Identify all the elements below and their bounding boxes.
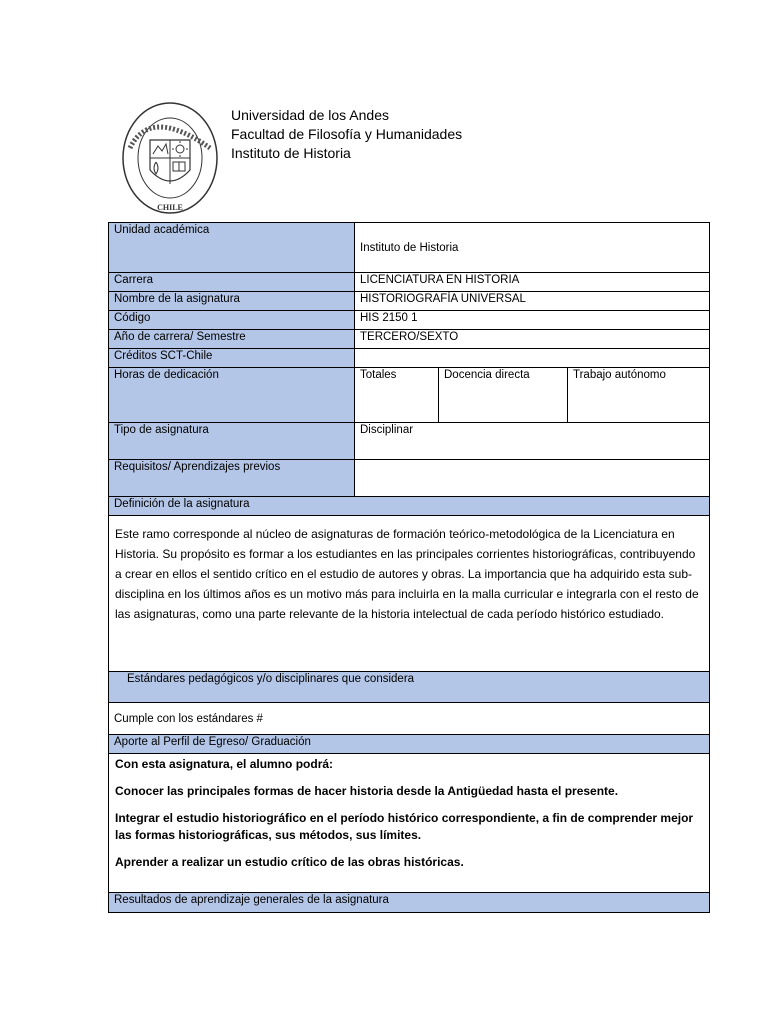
codigo-label: Código xyxy=(109,311,355,330)
tipo-label: Tipo de asignatura xyxy=(109,423,355,460)
horas-docencia: Docencia directa xyxy=(439,368,568,423)
university-seal xyxy=(120,100,220,220)
requisitos-label: Requisitos/ Aprendizajes previos xyxy=(109,460,355,497)
resultados-title: Resultados de aprendizaje generales de la asignatura xyxy=(109,893,710,913)
unidad-value: Instituto de Historia xyxy=(355,223,710,273)
aporte-title: Aporte al Perfil de Egreso/ Graduación xyxy=(109,735,710,754)
faculty-name: Facultad de Filosofía y Humanidades xyxy=(231,126,463,142)
horas-label: Horas de dedicación xyxy=(109,368,355,423)
aporte-intro: Con esta asignatura, el alumno podrá: xyxy=(115,757,334,771)
horas-trabajo: Trabajo autónomo xyxy=(568,368,710,423)
tipo-value: Disciplinar xyxy=(355,423,710,460)
nombre-label: Nombre de la asignatura xyxy=(109,292,355,311)
estandares-title: Estándares pedagógicos y/o disciplinares que considera xyxy=(109,672,710,703)
course-form-table xyxy=(108,222,710,913)
institute-name: Instituto de Historia xyxy=(231,145,351,161)
svg-text:CHILE: CHILE xyxy=(157,203,183,212)
aporte-objetivo-2: Integrar el estudio historiográfico en el período histórico correspondiente, a fin de comprender mejor las formas historiográficas, sus métodos, sus límites. xyxy=(115,811,694,842)
anio-label: Año de carrera/ Semestre xyxy=(109,330,355,349)
nombre-value: HISTORIOGRAFÍA UNIVERSAL xyxy=(355,292,710,311)
university-name: Universidad de los Andes xyxy=(231,107,389,123)
carrera-value: LICENCIATURA EN HISTORIA xyxy=(355,273,710,292)
anio-value: TERCERO/SEXTO xyxy=(355,330,710,349)
unidad-label: Unidad académica xyxy=(109,223,355,273)
cumple-estandares: Cumple con los estándares # xyxy=(109,703,710,735)
carrera-label: Carrera xyxy=(109,273,355,292)
horas-totales: Totales xyxy=(355,368,439,423)
creditos-value xyxy=(355,349,710,368)
institution-header xyxy=(231,106,462,163)
creditos-label: Créditos SCT-Chile xyxy=(109,349,355,368)
aporte-objetivo-3: Aprender a realizar un estudio crítico de las obras históricas. xyxy=(115,855,464,869)
aporte-content xyxy=(109,754,710,893)
requisitos-value xyxy=(355,460,710,497)
definicion-text: Este ramo corresponde al núcleo de asignaturas de formación teórico-metodológica de la Licenciatura en Historia. Su propósito es formar a los estudiantes en las principales corrientes historiográficas, contribuyendo a crear en ellos el sentido crítico en el estudio de autores y obras. La importancia que ha adquirido esta sub-disciplina en los últimos años es un motivo más para incluirla en la malla curricular e integrarla con el resto de las asignaturas, como una parte relevante de la historia intelectual de cada período histórico estudiado. xyxy=(109,516,710,672)
codigo-value: HIS 2150 1 xyxy=(355,311,710,330)
aporte-objetivo-1: Conocer las principales formas de hacer historia desde la Antigüedad hasta el presente. xyxy=(115,784,619,798)
definicion-title: Definición de la asignatura xyxy=(109,497,710,516)
